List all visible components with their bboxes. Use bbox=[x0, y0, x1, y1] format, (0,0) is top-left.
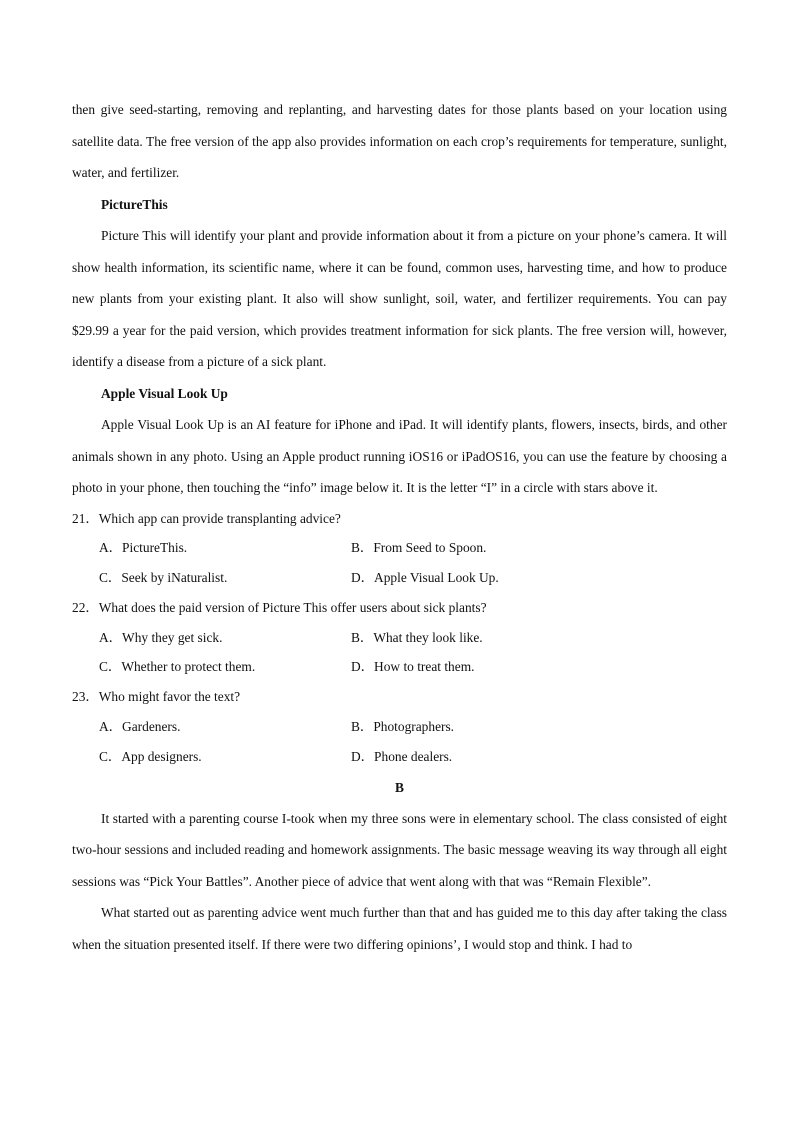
heading-picturethis: PictureThis bbox=[101, 196, 168, 212]
option-a[interactable]: A．Gardeners. bbox=[99, 719, 181, 735]
option-c[interactable]: C．Seek by iNaturalist. bbox=[99, 570, 228, 586]
question-stem: 22．What does the paid version of Picture This offer users about sick plants? bbox=[72, 599, 487, 615]
section-b-title: B bbox=[395, 779, 404, 795]
option-d[interactable]: D．Apple Visual Look Up. bbox=[351, 570, 499, 586]
question-options bbox=[72, 623, 727, 683]
question-options bbox=[72, 712, 727, 772]
paragraph-app-intro-continued: then give seed-starting, removing and replanting, and harvesting dates for those plants based on your location using satellite data. The free version of the app also provides information on each crop’s requirements for temperature, sunlight, water, and fertilizer. bbox=[72, 102, 727, 180]
paragraph-section-b-2: What started out as parenting advice went much further than that and has guided me to this day after taking the class when the situation presented itself. If there were two differing opinions’, I would stop and think. I had to bbox=[72, 905, 727, 952]
question-23 bbox=[72, 682, 727, 771]
question-stem: 21．Which app can provide transplanting advice? bbox=[72, 510, 341, 526]
option-b[interactable]: B．Photographers. bbox=[351, 719, 455, 735]
option-d[interactable]: D．Phone dealers. bbox=[351, 748, 453, 764]
question-stem: 23．Who might favor the text? bbox=[72, 689, 241, 705]
option-c[interactable]: C．App designers. bbox=[99, 748, 202, 764]
paragraph-section-b-1: It started with a parenting course I-took when my three sons were in elementary school. The class consisted of eight two-hour sessions and included reading and homework assignments. The basic message weaving its way through all eight sessions was “Pick Your Battles”. Another piece of advice that went along with that was “Remain Flexible”. bbox=[72, 810, 727, 889]
option-b[interactable]: B．From Seed to Spoon. bbox=[351, 540, 487, 556]
option-d[interactable]: D．How to treat them. bbox=[351, 659, 475, 675]
option-a[interactable]: A．Why they get sick. bbox=[99, 629, 223, 645]
option-b[interactable]: B．What they look like. bbox=[351, 629, 483, 645]
document-page bbox=[72, 94, 727, 960]
question-22 bbox=[72, 593, 727, 682]
option-c[interactable]: C．Whether to protect them. bbox=[99, 659, 256, 675]
question-options bbox=[72, 533, 727, 593]
heading-apple-visual-look-up: Apple Visual Look Up bbox=[101, 385, 228, 401]
question-21 bbox=[72, 504, 727, 593]
option-a[interactable]: A．PictureThis. bbox=[99, 540, 188, 556]
paragraph-picturethis: Picture This will identify your plant and provide information about it from a picture on your phone’s camera. It will show health information, its scientific name, where it can be found, common uses, harvesting time, and how to produce new plants from your existing plant. It also will show sunlight, soil, water, and fertilizer requirements. You can pay $29.99 a year for the paid version, which provides treatment information for sick plants. The free version will, however, identify a disease from a picture of a sick plant. bbox=[72, 228, 727, 369]
paragraph-apple-visual-look-up: Apple Visual Look Up is an AI feature for iPhone and iPad. It will identify plants, flowers, insects, birds, and other animals shown in any photo. Using an Apple product running iOS16 or iPadOS16, you can use the feature by choosing a photo in your phone, then touching the “info” image below it. It is the letter “I” in a circle with stars above it. bbox=[72, 417, 727, 495]
